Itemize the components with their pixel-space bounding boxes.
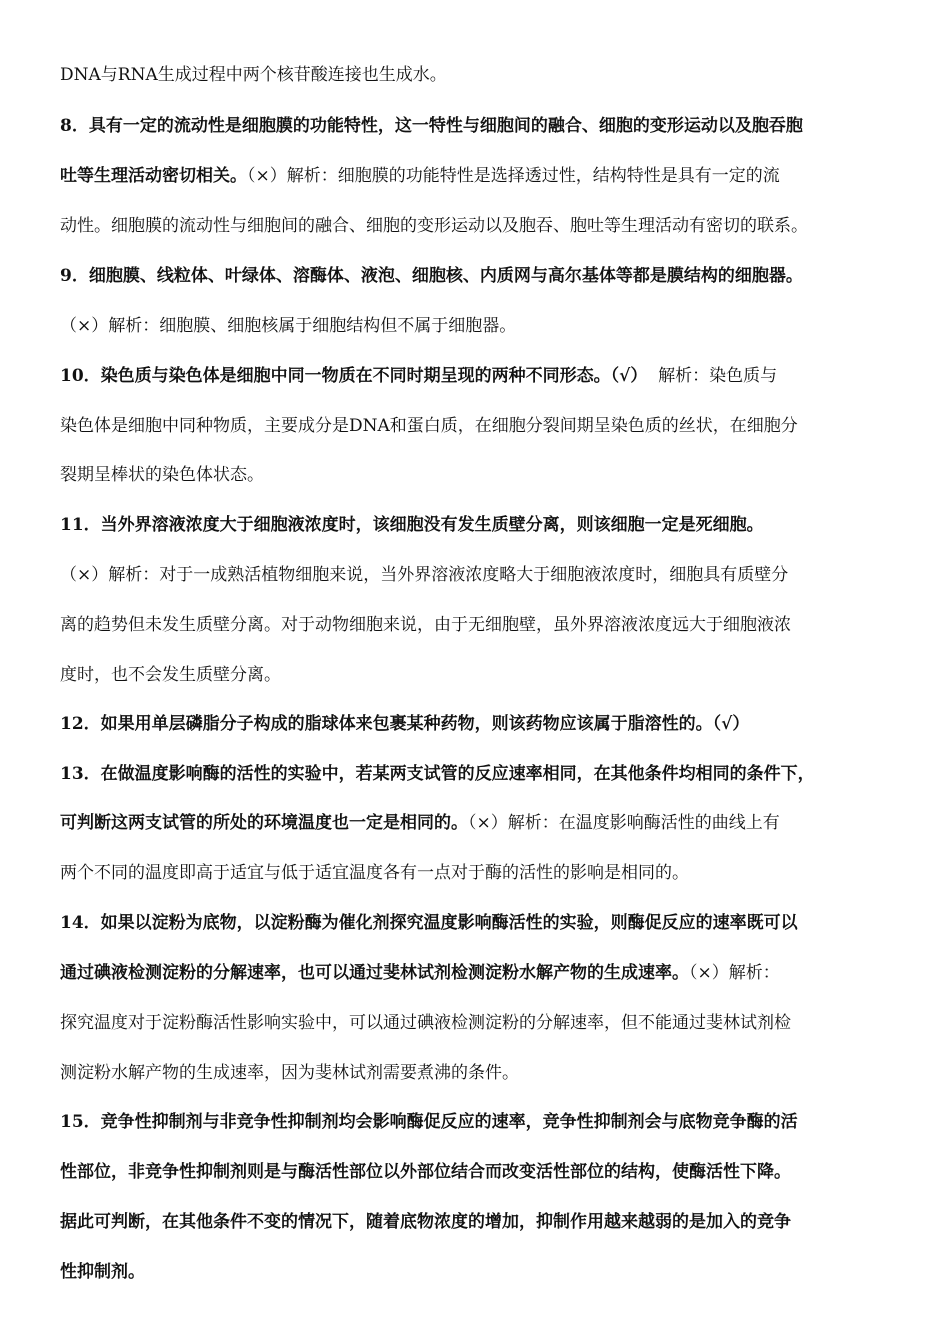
- text-line: [60, 862, 689, 884]
- question-text: 性部位，非竞争性抑制剂则是与酶活性部位以外部位结合而改变活性部位的结构，使酶活性下降。: [60, 1162, 791, 1182]
- answer-analysis: 测淀粉水解产物的生成速率，因为斐林试剂需要煮沸的条件。: [60, 1063, 519, 1083]
- text-line: [60, 415, 798, 437]
- question-text: 14．如果以淀粉为底物，以淀粉酶为催化剂探究温度影响酶活性的实验，则酶促反应的速率既可以: [60, 913, 798, 933]
- answer-analysis: （×）解析：细胞膜的功能特性是选择透过性，结构特性是具有一定的流: [247, 166, 780, 186]
- answer-analysis: 动性。细胞膜的流动性与细胞间的融合、细胞的变形运动以及胞吞、胞吐等生理活动有密切的联系。: [60, 216, 808, 236]
- question-text: 13．在做温度影响酶的活性的实验中，若某两支试管的反应速率相同，在其他条件均相同的条件下，: [60, 764, 815, 784]
- text-line: [60, 1111, 798, 1133]
- question-text: 吐等生理活动密切相关。: [60, 166, 247, 186]
- text-line: [60, 713, 749, 735]
- text-segment: DNA与RNA生成过程中两个核苷酸连接也生成水。: [60, 65, 447, 85]
- question-text: 通过碘液检测淀粉的分解速率，也可以通过斐林试剂检测淀粉水解产物的生成速率。: [60, 963, 689, 983]
- text-line: [60, 514, 764, 536]
- text-line: [60, 812, 780, 834]
- text-line: [60, 1161, 791, 1183]
- text-line: [60, 64, 447, 86]
- answer-analysis: 两个不同的温度即高于适宜与低于适宜温度各有一点对于酶的活性的影响是相同的。: [60, 863, 689, 883]
- answer-analysis: （×）解析：: [689, 963, 780, 983]
- text-line: [60, 1211, 791, 1233]
- answer-analysis: （×）解析：在温度影响酶活性的曲线上有: [468, 813, 780, 833]
- question-text: 12．如果用单层磷脂分子构成的脂球体来包裹某种药物，则该药物应该属于脂溶性的。（√）: [60, 714, 750, 734]
- text-line: [60, 763, 815, 785]
- answer-analysis: 裂期呈棒状的染色体状态。: [60, 465, 264, 485]
- text-line: [60, 215, 808, 237]
- text-line: [60, 265, 803, 287]
- answer-analysis: 离的趋势但未发生质壁分离。对于动物细胞来说，由于无细胞壁，虽外界溶液浓度远大于细胞液浓: [60, 615, 791, 635]
- text-line: [60, 614, 791, 636]
- question-text: 据此可判断，在其他条件不变的情况下，随着底物浓度的增加，抑制作用越来越弱的是加入的竞争: [60, 1212, 791, 1232]
- text-line: [60, 115, 803, 137]
- text-line: [60, 1261, 145, 1283]
- answer-analysis: 度时，也不会发生质壁分离。: [60, 665, 281, 685]
- question-text: 可判断这两支试管的所处的环境温度也一定是相同的。: [60, 813, 468, 833]
- answer-analysis: （×）解析：对于一成熟活植物细胞来说，当外界溶液浓度略大于细胞液浓度时，细胞具有质壁分: [60, 565, 789, 585]
- question-text: 10．染色质与染色体是细胞中同一物质在不同时期呈现的两种不同形态。（√）: [60, 366, 648, 386]
- text-line: [60, 365, 777, 387]
- text-line: [60, 464, 264, 486]
- answer-analysis: 解析：染色质与: [647, 366, 778, 386]
- text-line: [60, 1062, 519, 1084]
- text-line: [60, 664, 281, 686]
- answer-analysis: 探究温度对于淀粉酶活性影响实验中，可以通过碘液检测淀粉的分解速率，但不能通过斐林试剂检: [60, 1013, 791, 1033]
- text-line: [60, 912, 798, 934]
- question-text: 15．竞争性抑制剂与非竞争性抑制剂均会影响酶促反应的速率，竞争性抑制剂会与底物竞争酶的活: [60, 1112, 798, 1132]
- text-line: [60, 315, 516, 337]
- text-line: [60, 165, 780, 187]
- answer-analysis: 染色体是细胞中同种物质，主要成分是DNA和蛋白质，在细胞分裂间期呈染色质的丝状，在细胞分: [60, 416, 798, 436]
- text-line: [60, 564, 788, 586]
- question-text: 8．具有一定的流动性是细胞膜的功能特性，这一特性与细胞间的融合、细胞的变形运动以及胞吞胞: [60, 116, 803, 136]
- answer-analysis: （×）解析：细胞膜、细胞核属于细胞结构但不属于细胞器。: [60, 316, 517, 336]
- question-text: 9．细胞膜、线粒体、叶绿体、溶酶体、液泡、细胞核、内质网与高尔基体等都是膜结构的细胞器。: [60, 266, 803, 286]
- question-text: 性抑制剂。: [60, 1262, 145, 1282]
- text-line: [60, 962, 780, 984]
- question-text: 11．当外界溶液浓度大于细胞液浓度时，该细胞没有发生质壁分离，则该细胞一定是死细胞。: [60, 515, 764, 535]
- text-line: [60, 1012, 791, 1034]
